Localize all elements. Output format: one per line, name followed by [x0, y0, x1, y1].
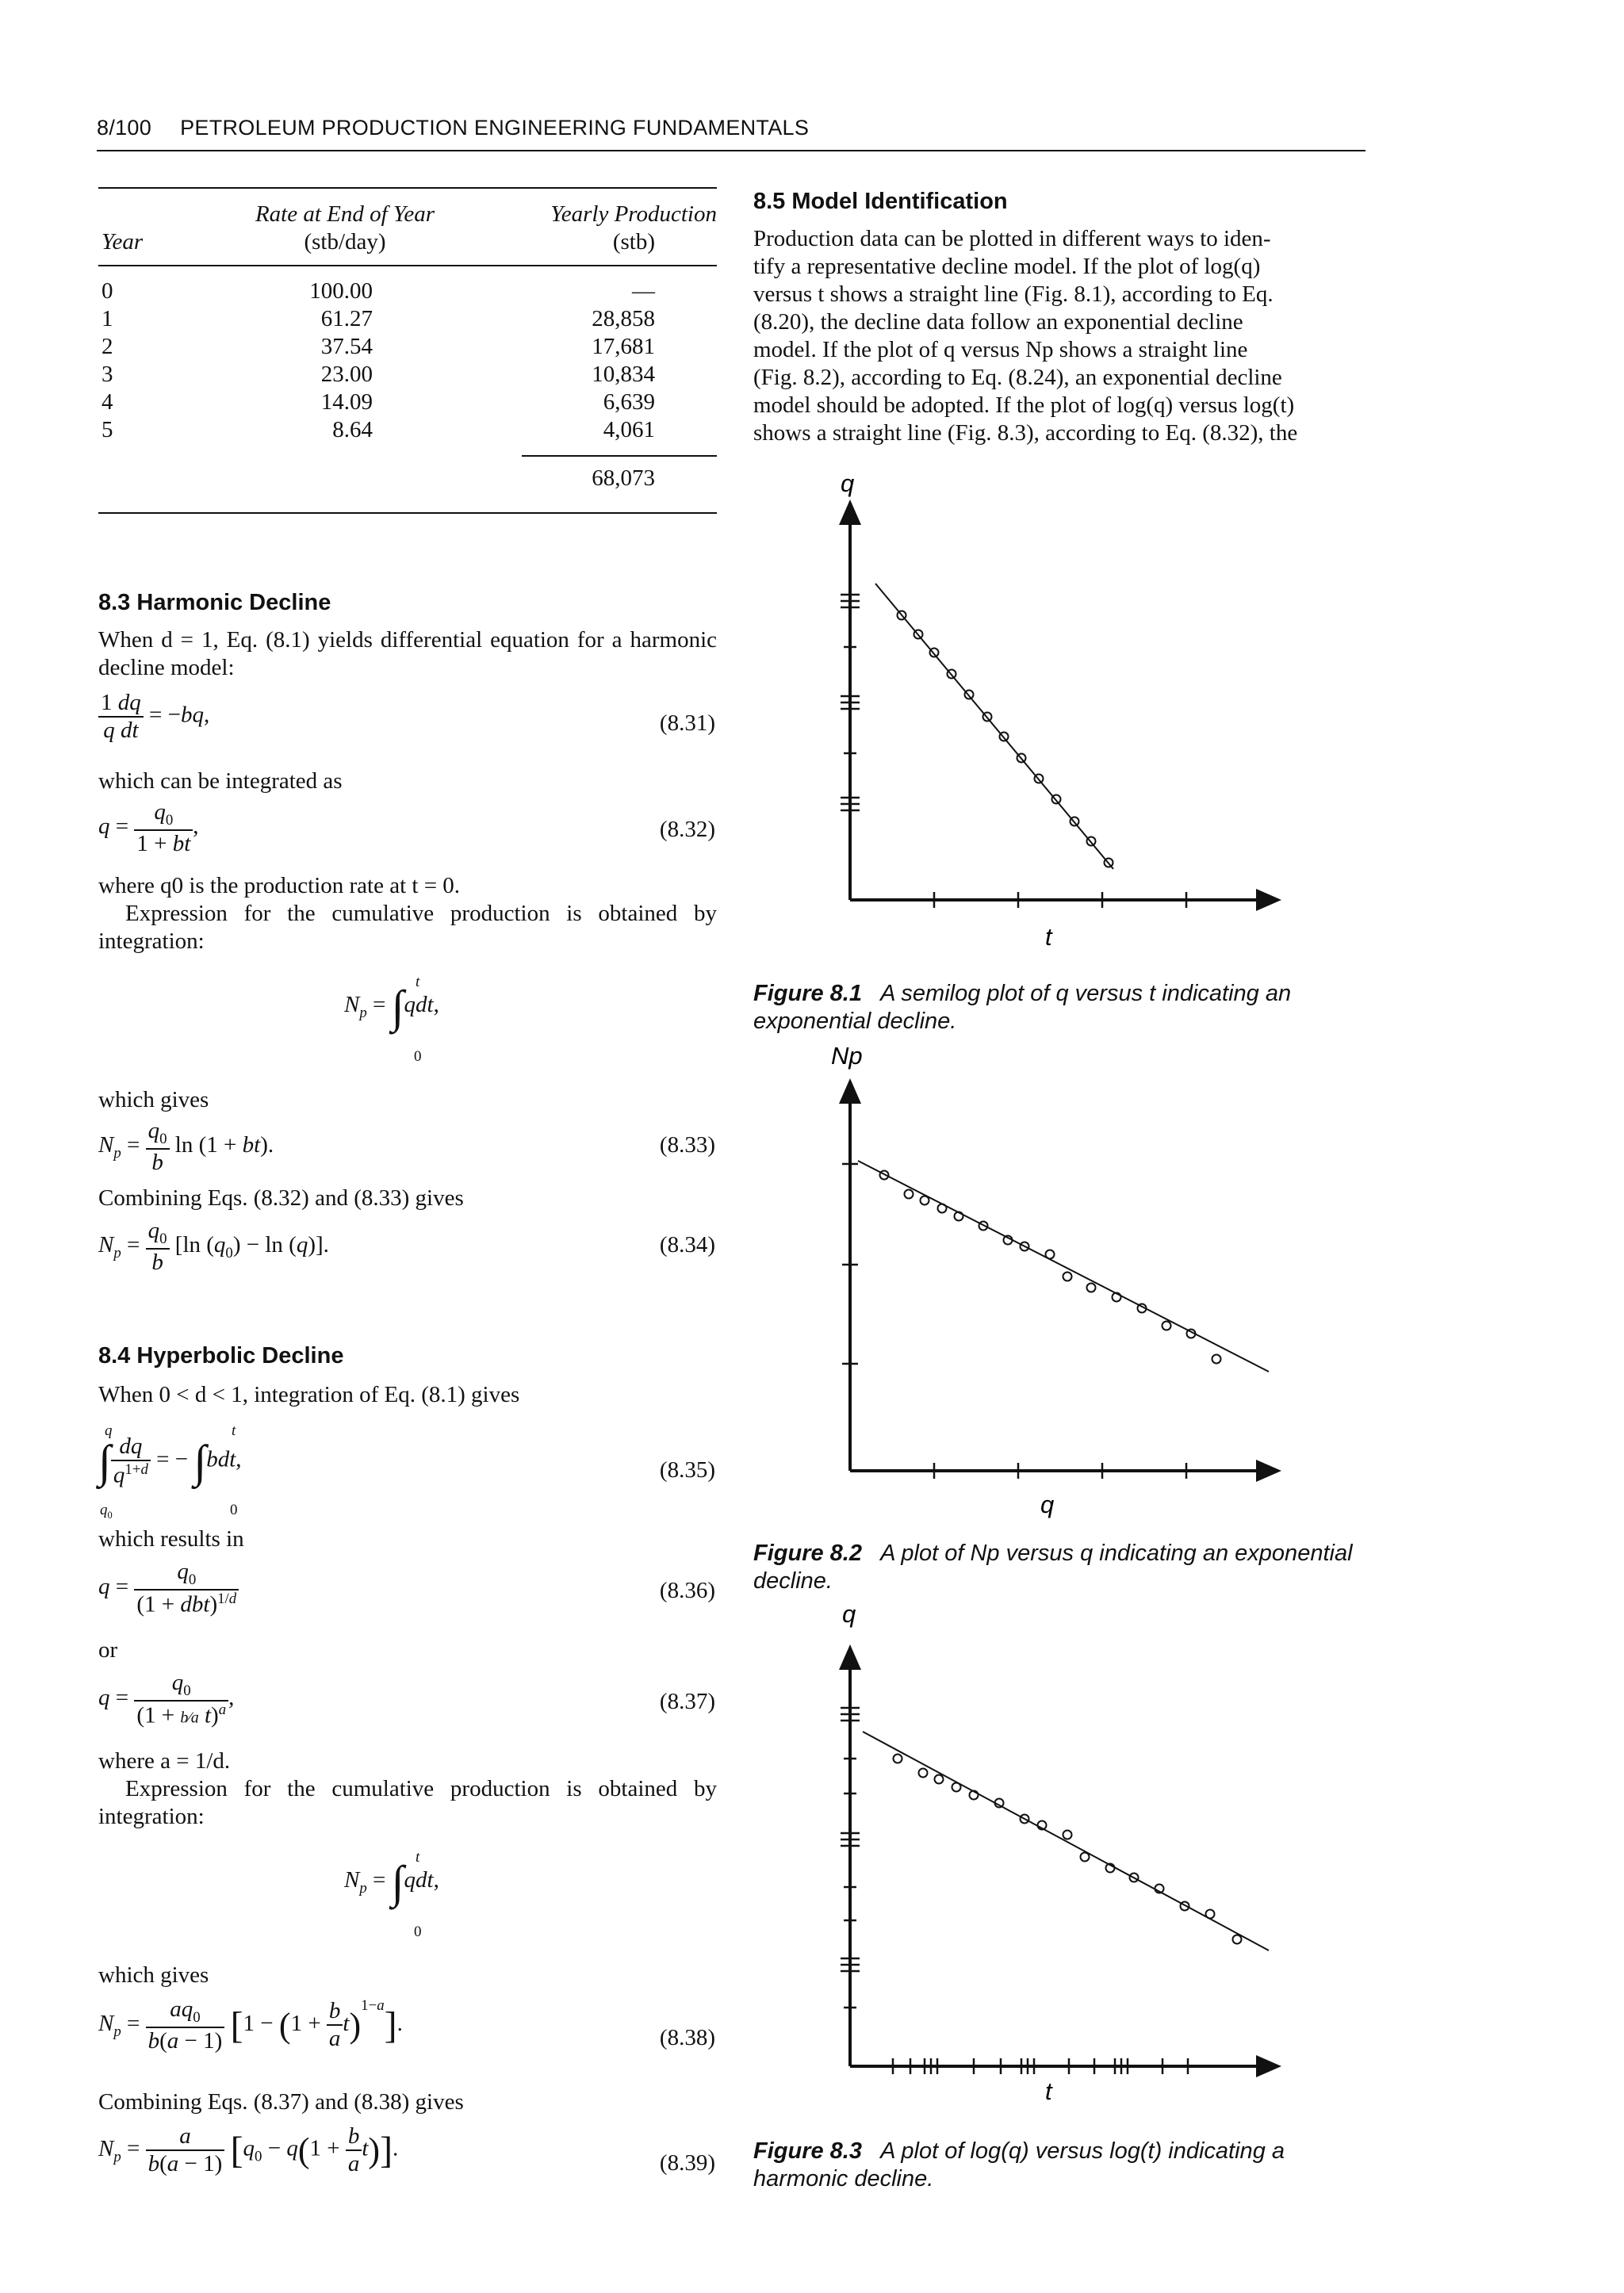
sec83-text: Expression for the cumulative production is obtained by integration: [98, 901, 717, 954]
fig3-data-points [894, 1755, 1242, 1944]
eq-number-8-39: (8.39) [659, 2150, 715, 2176]
sec84-text: or [98, 1637, 118, 1663]
figure-8-3-plot [793, 1595, 1316, 2103]
eq-number-8-35: (8.35) [659, 1457, 715, 1483]
sec83-text: which gives [98, 1087, 209, 1112]
col-year-header: Year [102, 229, 144, 255]
fig3-x-arrow [1256, 2055, 1281, 2077]
running-header [97, 116, 1365, 140]
equation-8-33: $N_p$ = $\frac{q_0}{b}$ ln (1 + bt). [98, 1118, 274, 1175]
section-8-3-title: 8.3 Harmonic Decline [98, 590, 331, 615]
figure-8-1-plot [793, 468, 1316, 959]
table-total: 68,073 [592, 465, 655, 491]
fig3-caption-text: A plot of log(q) versus log(t) indicating a harmonic decline. [753, 2138, 1285, 2192]
figure-8-3-caption [753, 2138, 1368, 2193]
sec83-text: which can be integrated as [98, 768, 343, 794]
fig2-x-label: q [1040, 1491, 1055, 1518]
eq-number-8-38: (8.38) [659, 2025, 715, 2050]
page-number: 8/100 [97, 116, 152, 140]
book-title: PETROLEUM PRODUCTION ENGINEERING FUNDAMENTALS [180, 116, 810, 140]
equation-8-36: q = $\frac{q_0}{(1 + dbt)^{1/d}}$ [98, 1559, 239, 1617]
equation-8-34: $N_p$ = $\frac{q_0}{b}$ [ln $(q_0) - \ln (q)$]. [98, 1218, 329, 1275]
figure-8-2-plot [793, 1039, 1316, 1522]
equation-np-integral-2: $N_p = \int qdt$, t 0 [344, 1849, 439, 1940]
fig1-y-label: q [841, 469, 855, 497]
eq-number-8-31: (8.31) [659, 710, 715, 736]
sec84-text: which results in [98, 1526, 244, 1552]
table-top-rule [98, 187, 717, 189]
fig1-x-label: t [1045, 923, 1052, 951]
fig2-y-arrow [839, 1078, 861, 1104]
sec83-text: where q0 is the production rate at t = 0. [98, 873, 461, 898]
eq-number-8-32: (8.32) [659, 817, 715, 842]
equation-8-35: ∫ $\frac{dq}{q^{1+d}}$ = − ∫bdt, q $q_0$ t 0 [98, 1422, 242, 1521]
table-bottom-rule [98, 512, 717, 514]
equation-8-32: q = $\frac{q_0}{1 + bt}$ , [98, 799, 199, 856]
equation-8-39: $N_p$ = $\frac{a}{b(a - 1)}$ [$q_0 - q(1$ + $\frac{b}{a}$ t)]. [98, 2123, 399, 2176]
sec84-text: which gives [98, 1962, 209, 1988]
equation-8-38: $N_p$ = $\frac{aq_0}{b(a - 1)}$ [1 − (1 + $\frac{b}{a}$ t)$^{1-a}$]. [98, 1996, 403, 2054]
sec84-text: Combining Eqs. (8.37) and (8.38) gives [98, 2089, 464, 2115]
fig1-caption-text: A semilog plot of q versus t indicating an exponential decline. [753, 981, 1292, 1034]
col-prod-unit: (stb) [612, 229, 655, 255]
fig2-y-label: Np [831, 1042, 863, 1070]
sec83-text: Combining Eqs. (8.32) and (8.33) gives [98, 1185, 464, 1211]
fig2-caption-text: A plot of Np versus q indicating an exponential decline. [753, 1541, 1353, 1594]
sec84-text: When 0 < d < 1, integration of Eq. (8.1) gives [98, 1382, 520, 1407]
table-head-rule [98, 265, 717, 266]
equation-8-37: q = $\frac{q_0}{(1 + b⁄a t)^a}$ , [98, 1670, 235, 1728]
section-8-4-title: 8.4 Hyperbolic Decline [98, 1343, 344, 1369]
eq-number-8-33: (8.33) [659, 1132, 715, 1158]
total-rule [522, 455, 717, 457]
fig3-caption-number: Figure 8.3 [753, 2138, 862, 2164]
equation-np-integral: $N_p = \int qdt$, t 0 [344, 974, 439, 1065]
fig2-trend-line [858, 1161, 1269, 1372]
figure-8-2-caption [753, 1540, 1368, 1595]
fig1-x-arrow [1256, 889, 1281, 911]
fig1-caption-number: Figure 8.1 [753, 981, 862, 1006]
eq-number-8-36: (8.36) [659, 1578, 715, 1603]
fig3-y-label: q [842, 1600, 856, 1628]
col-rate-header: Rate at End of Year [255, 201, 435, 227]
fig3-y-arrow [839, 1644, 861, 1670]
fig2-caption-number: Figure 8.2 [753, 1541, 862, 1566]
eq-number-8-37: (8.37) [659, 1689, 715, 1714]
fig1-y-arrow [839, 500, 861, 525]
header-rule [97, 150, 1365, 151]
section-8-5-title: 8.5 Model Identification [753, 189, 1008, 214]
col-prod-header: Yearly Production [550, 201, 717, 227]
sec83-intro: When d = 1, Eq. (8.1) yields differential equation for a harmonic decline model: [98, 627, 717, 680]
col-rate-unit: (stb/day) [304, 229, 386, 255]
figure-8-1-caption [753, 980, 1368, 1035]
equation-8-31: $\frac{1 dq}{\text{q dt}}$ = −bq, [98, 690, 209, 744]
fig3-x-label: t [1045, 2077, 1052, 2105]
eq-number-8-34: (8.34) [659, 1232, 715, 1258]
sec84-text: where a = 1/d. [98, 1748, 231, 1774]
fig2-x-arrow [1256, 1460, 1281, 1482]
fig2-data-points [880, 1171, 1221, 1364]
sec84-text: Expression for the cumulative production is obtained by integration: [98, 1776, 717, 1829]
fig1-trend-line [875, 584, 1113, 869]
